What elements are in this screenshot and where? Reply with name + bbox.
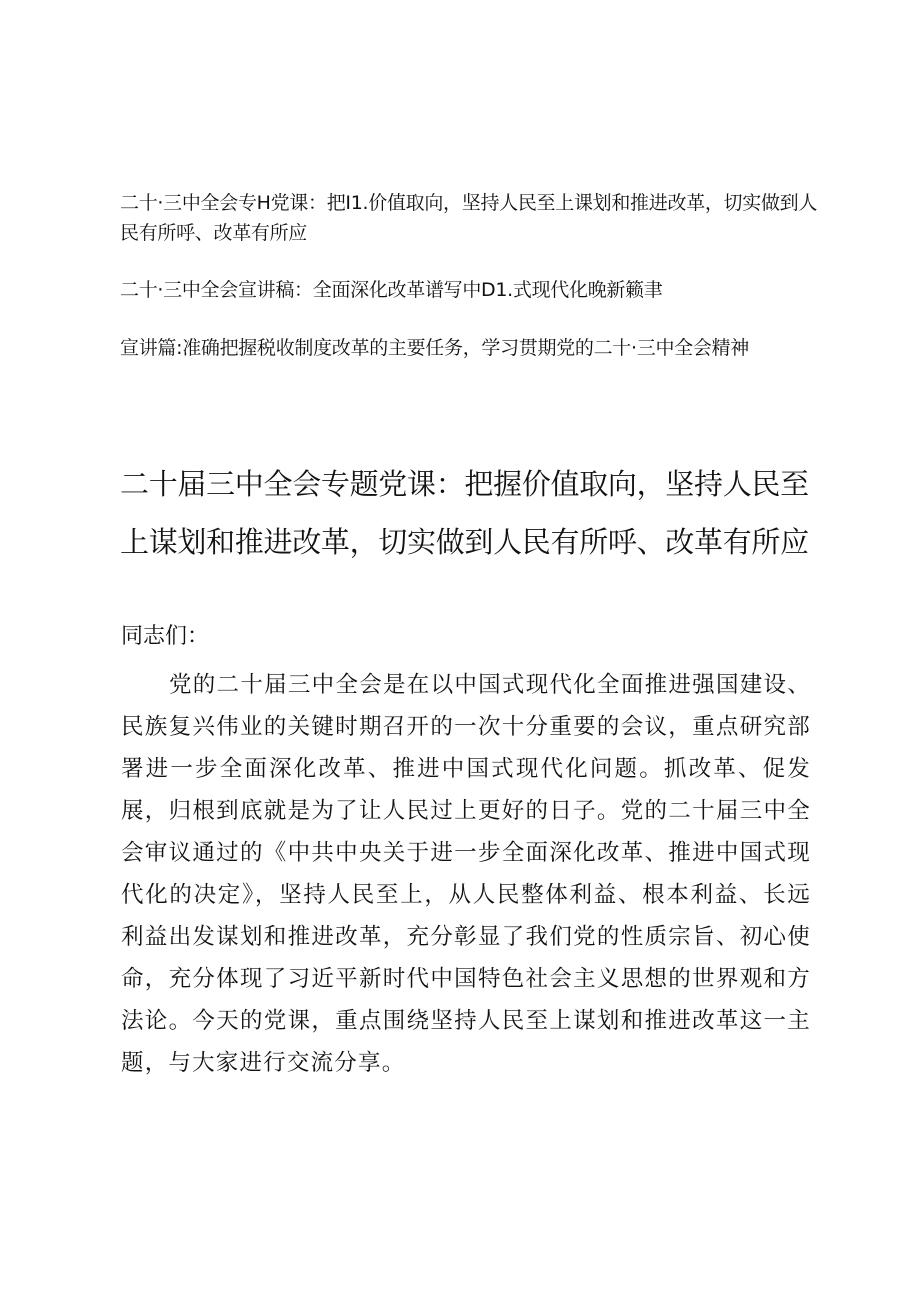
- body-paragraph: 党的二十届三中全会是在以中国式现代化全面推进强国建设、民族复兴伟业的关键时期召开的一次十分重要的会议，重点研究部署进一步全面深化改革、推进中国式现代化问题。抓改革、促发展，归根到底就是为了让人民过上更好的日子。党的二十届三中全会审议通过的《中共中央关于进一步全面深化改革、推进中国式现代化的决定》，坚持人民至上，从人民整体利益、根本利益、长远利益出发谋划和推进改革，充分彰显了我们党的性质宗旨、初心使命，充分体现了习近平新时代中国特色社会主义思想的世界观和方法论。今天的党课，重点围绕坚持人民至上谋划和推进改革这一主题，与大家进行交流分享。: [121, 672, 811, 1076]
- related-link-1[interactable]: 二十·三中全会专H党课：把I1.价值取向，坚持人民至上课划和推进改革，切实做到人民有所呼、改革有所应: [120, 192, 818, 244]
- document-title: 二十届三中全会专题党课：把握价值取向，坚持人民至上谋划和推进改革，切实做到人民有所呼、改革有所应: [120, 467, 809, 559]
- related-link-2[interactable]: 二十·三中全会宣讲稿：全面深化改革谱写中D1.式现代化晚新籁聿: [120, 279, 663, 301]
- greeting-text: 同志们：: [121, 624, 210, 649]
- related-link-3[interactable]: 宣讲篇:准确把握税收制度改革的主要任务，学习贯期党的二十·三中全会精神: [120, 337, 749, 359]
- related-links-list: [120, 188, 820, 391]
